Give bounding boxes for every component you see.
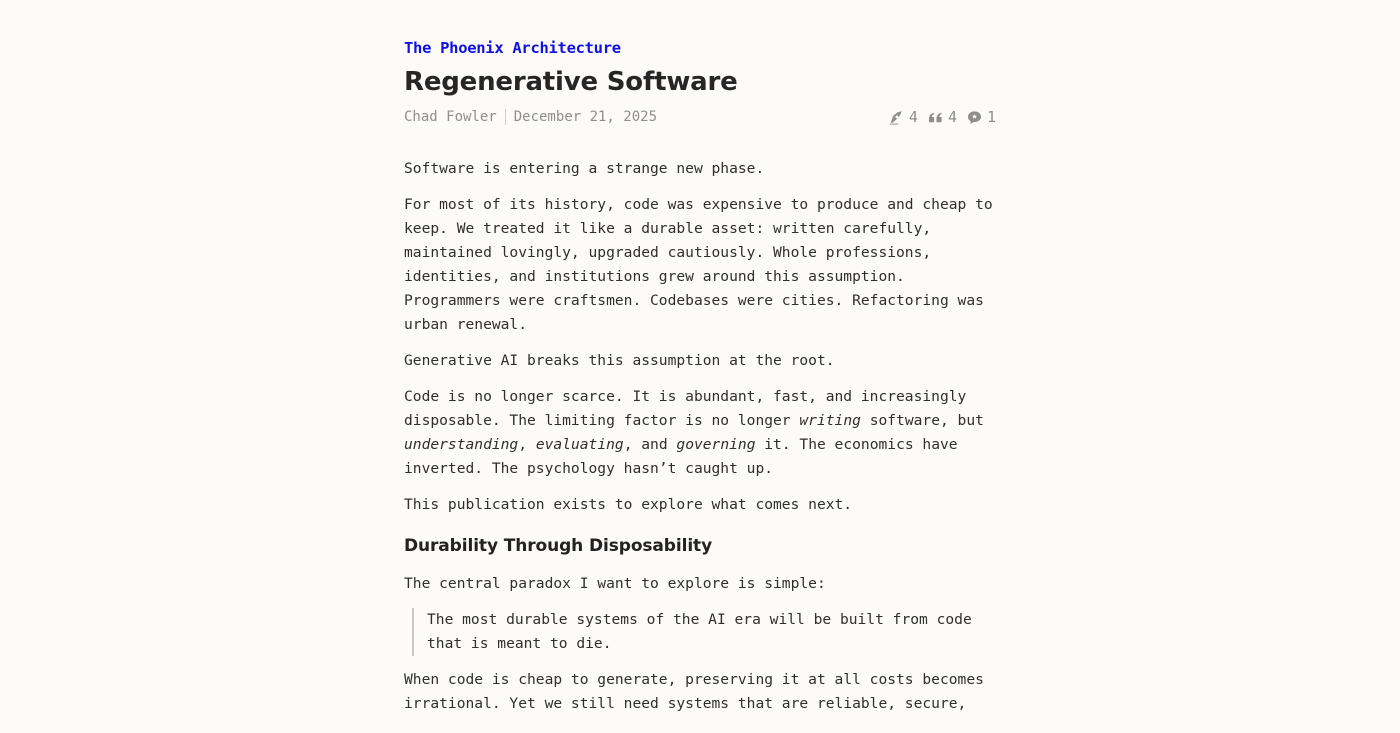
blockquote: The most durable systems of the AI era will be built from code that is meant to die.: [412, 608, 996, 656]
text: Code is no longer scarce. It is abundant, fast, and increasingly disposable. The limiting factor is no longer: [404, 388, 967, 429]
paragraph: For most of its history, code was expensive to produce and cheap to keep. We treated it like a durable asset: written carefully, maintained lovingly, upgraded cautiously. Whole professions, identities, and institutions grew around this assumption. Programmers were craftsmen. Codebases were cities. Refactoring was urban renewal.: [404, 196, 993, 333]
post-stats: [889, 108, 996, 126]
paragraph: This publication exists to explore what comes next.: [404, 496, 853, 513]
quote-stat[interactable]: [928, 108, 957, 126]
paragraph: The central paradox I want to explore is simple:: [404, 575, 826, 592]
quote-icon: [928, 110, 943, 125]
publication-link[interactable]: The Phoenix Architecture: [404, 39, 621, 57]
article: [404, 36, 996, 728]
emphasis: understanding: [404, 436, 519, 453]
comment-count: 1: [986, 108, 996, 126]
text: ,: [518, 436, 536, 453]
text: it. The economics have inverted. The psychology hasn’t caught up.: [404, 436, 958, 477]
endorse-icon: [889, 110, 904, 125]
paragraph: Software is entering a strange new phase.: [404, 160, 765, 177]
endorse-stat[interactable]: [889, 108, 918, 126]
post-date: December 21, 2025: [513, 109, 658, 125]
quote-count: 4: [947, 108, 957, 126]
comment-stat[interactable]: [967, 108, 996, 126]
byline: [404, 109, 657, 125]
endorse-count: 4: [908, 108, 918, 126]
post-meta: [404, 107, 996, 127]
emphasis: writing: [799, 412, 861, 429]
emphasis: governing: [676, 436, 756, 453]
author-link[interactable]: Chad Fowler: [404, 109, 497, 125]
text: software, but: [860, 412, 984, 429]
paragraph: Generative AI breaks this assumption at the root.: [404, 352, 835, 369]
text: , and: [623, 436, 677, 453]
paragraph: [404, 385, 996, 481]
comment-icon: [967, 110, 982, 125]
emphasis: evaluating: [535, 436, 624, 453]
meta-divider: [505, 109, 506, 125]
post-title: Regenerative Software: [404, 67, 738, 97]
section-heading: Durability Through Disposability: [404, 536, 713, 556]
paragraph: When code is cheap to generate, preserving it at all costs becomes irrational. Yet we still need systems that are reliable, secure,: [404, 671, 984, 712]
post-body: [404, 157, 996, 716]
